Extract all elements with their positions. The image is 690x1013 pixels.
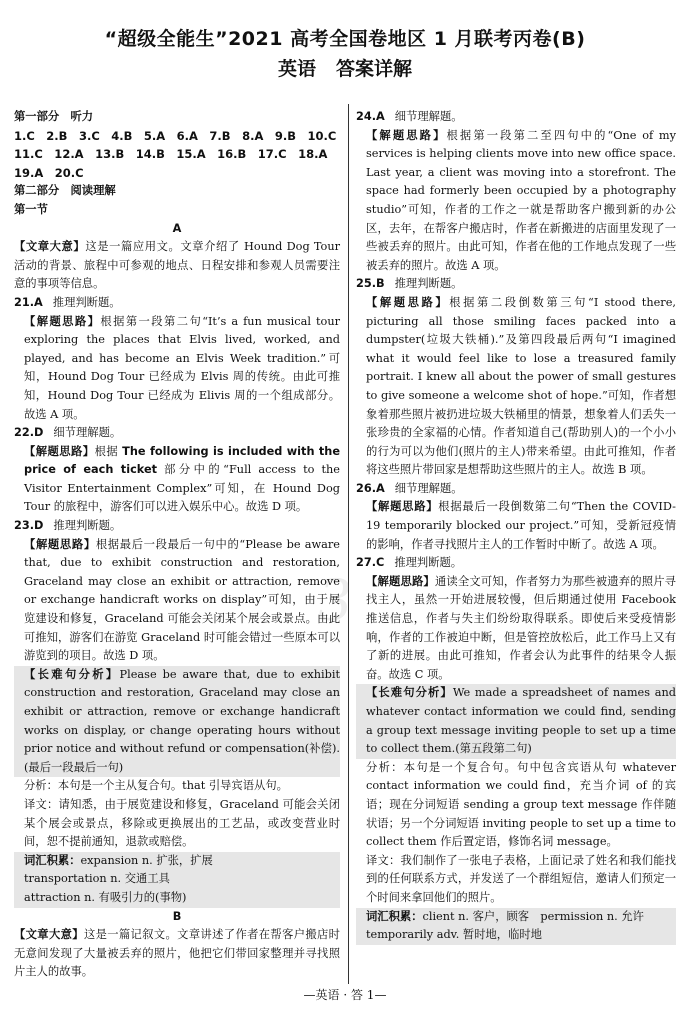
column-divider <box>348 104 349 984</box>
question-explanation: 【解题思路】根据第一段第二句“It’s a fun musical tour exploring the places that Elvis lived, worked, and played, and has become an Elvis Week tradition.”可知，Hound Dog Tour 已经成为 Elvis 周的传统。由此可推知，Hound Dog Tour 已经成为 Elivis 周的一个组成部分。故选 A 项。 <box>24 314 340 421</box>
right-column <box>356 108 676 945</box>
translation-text: 译文：请知悉，由于展览建设和修复，Graceland 可能会关闭某个展会或景点，移除或更换展出的工艺品，或改变营业时间，恕不提前通知，退款或赔偿。 <box>24 797 340 849</box>
passage-summary: 【文章大意】这是一篇记叙文。文章讲述了作者在帮客户搬店时无意间发现了大量被丢弃的照片，他把它们带回家整理并寻找照片主人的故事。 <box>14 928 340 979</box>
passage-label: B <box>172 909 182 923</box>
vocab-item: transportation n. 交通工具 <box>24 872 170 886</box>
page-footer: —英语 · 答 1— <box>303 988 387 1002</box>
question-header: 22.D 细节理解题。 <box>14 426 122 440</box>
analysis-text: 分析：本句是一个主从复合句。that 引导宾语从句。 <box>24 779 288 793</box>
subsection-heading: 第一节 <box>14 202 48 216</box>
question-explanation: 【解题思路】通读全文可知，作者努力为那些被遗弃的照片寻找主人，虽然一开始进展较慢，但后期通过使用 Facebook 推送信息，作者与失主们纷纷取得联系。即使后来受疫情影响，作者的工作被迫中断，但是管控放松后，此工作马上又有了新的进展。由此可推知，作者会认为此事件的结果令人振奋。故选 C 项。 <box>366 574 676 681</box>
analysis-text: 分析：本句是一个复合句。句中包含宾语从句 whatever contact information we could find，充当介词 of 的宾语；现在分词短语 sending a group text message 作伴随状语；另一个分词短语 inviting people to set up a time to collect them 作后置定语，修饰名词 message。 <box>366 760 676 849</box>
section-heading: 第二部分 阅读理解 <box>14 184 116 198</box>
question-header: 21.A 推理判断题。 <box>14 295 121 309</box>
vocab-item: temporarily adv. 暂时地，临时地 <box>366 928 542 942</box>
question-explanation: 【解题思路】根据第二段倒数第三句“I stood there, picturing all those smiling faces packed into a dumpster(垃圾大铁桶).”及第四段最后两句“I imagined what it would feel like to lose a treasured family portrait. I knew all about the power of small gestures to give someone a welcome shot of hope.”可知，作者想象着那些照片被扔进垃圾大铁桶里的情景，想象着人们丢失一张珍贵的全家福的心情。作者知道自己(帮助别人)的一个小小的行为可以为他们(照片的主人)带来希望。由此可推知，作者将这些照片带回家是想帮助这些照片的主人。故选 B 项。 <box>366 295 676 477</box>
page-title: “超级全能生”2021 高考全国卷地区 1 月联考丙卷(B) <box>104 28 586 50</box>
translation-text: 译文：我们制作了一张电子表格，上面记录了姓名和我们能找到的任何联系方式，并发送了一个群组短信，邀请人们预定一个时间来拿回他们的照片。 <box>366 853 676 904</box>
vocabulary-box: 词汇积累：client n. 客户，顾客 permission n. 允许 temporarily adv. 暂时地，临时地 <box>356 908 676 945</box>
question-explanation: 【解题思路】根据最后一段倒数第二句“Then the COVID-19 temporarily blocked our project.”可知，受新冠疫情的影响，作者寻找照片主人的工作暂时中断了。故选 A 项。 <box>366 500 676 551</box>
subtitle-subject: 英语 <box>277 58 316 80</box>
long-sentence-analysis: 【长难句分析】Please be aware that, due to exhibit construction and restoration, Graceland may close an exhibit or attraction, remove or exchange handicraft works on display, or change operating hours without prior notice and without refund or compensation(补偿).(最后一段最后一句) <box>14 666 340 778</box>
long-sentence-analysis: 【长难句分析】We made a spreadsheet of names and whatever contact information we could find, sending a group text message inviting people to set up a time to collect them.(第五段第二句) <box>356 684 676 758</box>
question-explanation: 【解题思路】根据最后一段最后一句中的“Please be aware that, due to exhibit construction and restoration, Graceland may close an exhibit or attraction, remove or exchange handicraft works on display”可知，由于展览建设和修复，Graceland 可能会关闭某个展会或景点。由此可推知，游客们在游览 Graceland 时可能会错过一些原本可以游览到的项目。故选 D 项。 <box>24 537 340 663</box>
question-header: 26.A 细节理解题。 <box>356 481 463 495</box>
section-heading: 第一部分 听力 <box>14 110 94 123</box>
question-explanation: 【解题思路】根据第一段第二至四句中的“One of my services is helping clients move into new office space. Last year, a client was moving into a storefront. The space had formerly been occupied by a photography studio”可知，作者的工作之一就是帮助客户搬到新的办公区，去年，在帮客户搬店时，作者在新搬进的店面里发现了一些被丢弃的照片。由此可知，作者在他的工作地点发现了一些被丢弃的照片。故选 A 项。 <box>366 128 676 272</box>
question-explanation: 【解题思路】根据 The following is included with the price of each ticket 部分中的“Full access to the Visitor Entertainment Complex”可知，在 Hound Dog Tour 的旅程中，游客们可以进入娱乐中心。故选 D 项。 <box>24 444 340 514</box>
question-header: 24.A 细节理解题。 <box>356 110 463 123</box>
vocab-item: attraction n. 有吸引力的(事物) <box>24 890 187 904</box>
answer-row: 19.A 20.C <box>14 165 84 180</box>
question-header: 25.B 推理判断题。 <box>356 277 463 291</box>
left-column <box>14 108 340 982</box>
question-header: 23.D 推理判断题。 <box>14 519 122 533</box>
passage-label: A <box>172 221 182 235</box>
subtitle-kind: 答案详解 <box>336 58 413 80</box>
question-header: 27.C 推理判断题。 <box>356 556 463 570</box>
svg-text:3: 3 <box>319 563 351 634</box>
page-subtitle <box>0 54 690 81</box>
answer-row: 1.C 2.B 3.C 4.B 5.A 6.A 7.B 8.A 9.B 10.C <box>14 128 337 143</box>
vocabulary-box: 词汇积累：expansion n. 扩张，扩展 transportation n. 交通工具 attraction n. 有吸引力的(事物) <box>14 852 340 908</box>
answer-row: 11.C 12.A 13.B 14.B 15.A 16.B 17.C 18.A <box>14 147 328 162</box>
passage-summary: 【文章大意】这是一篇应用文。文章介绍了 Hound Dog Tour 活动的背景、旅程中可参观的地点、日程安排和参观人员需要注意的事项等信息。 <box>14 240 340 291</box>
